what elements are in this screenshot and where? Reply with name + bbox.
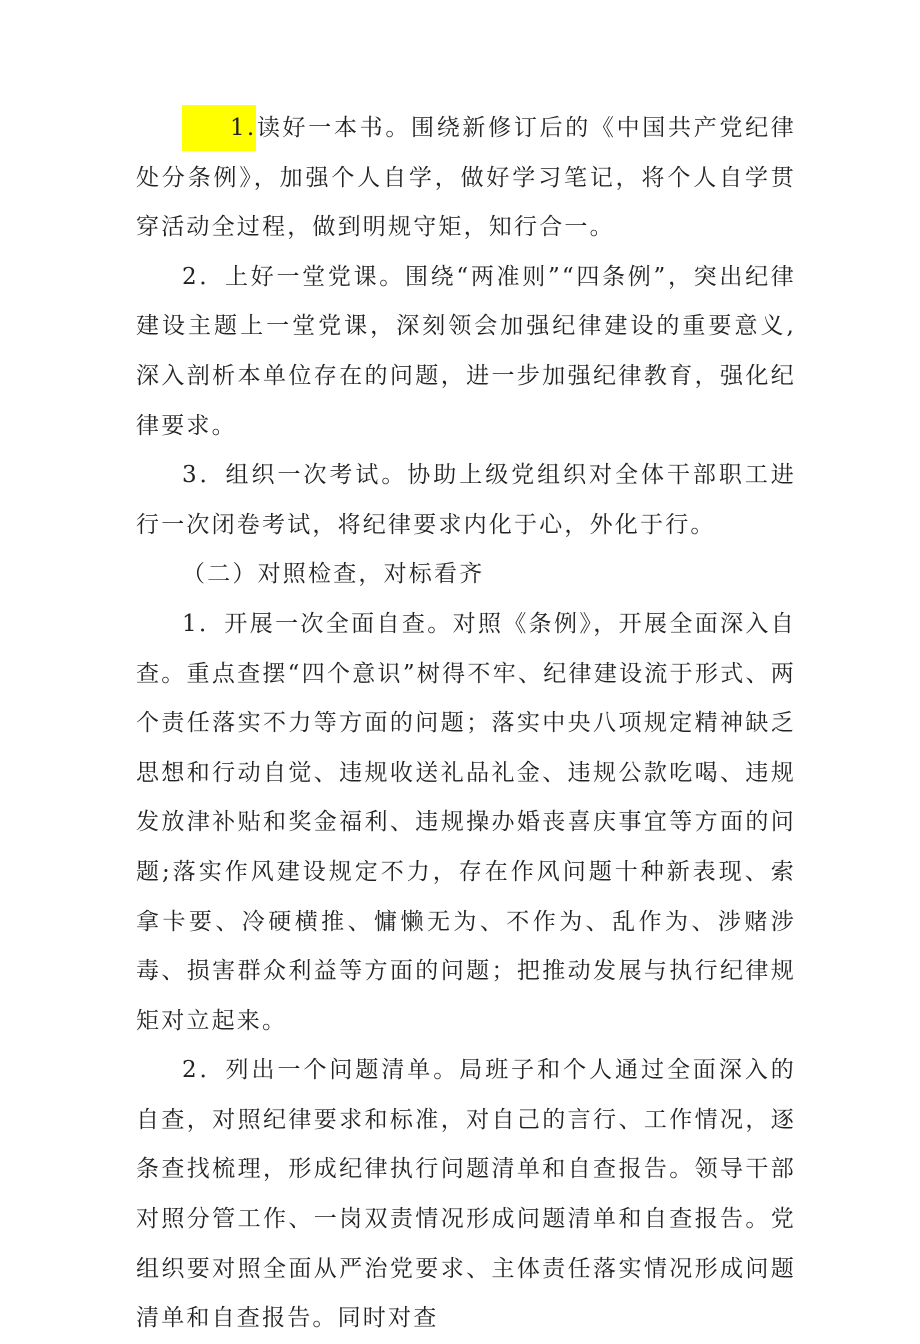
- paragraph-4: 1．开展一次全面自查。对照《条例》，开展全面深入自查。重点查摆“四个意识”树得不牢、纪律建设流于形式、两个责任落实不力等方面的问题；落实中央八项规定精神缺乏思想和行动自觉、违规收送礼品礼金、违规公款吃喝、违规发放津补贴和奖金福利、违规操办婚丧喜庆事宜等方面的问题;落实作风建设规定不力，存在作风问题十种新表现、索拿卡要、冷硬横推、慵懒无为、不作为、乱作为、涉赌涉毒、损害群众利益等方面的问题；把推动发展与执行纪律规矩对立起来。: [136, 610, 796, 1034]
- paragraph-1: [136, 104, 796, 253]
- paragraph-5: 2．列出一个问题清单。局班子和个人通过全面深入的自查，对照纪律要求和标准，对自己的言行、工作情况，逐条查找梳理，形成纪律执行问题清单和自查报告。领导干部对照分管工作、一岗双责情况形成问题清单和自查报告。党组织要对照全面从严治党要求、主体责任落实情况形成问题清单和自查报告。同时对查: [136, 1057, 796, 1332]
- section-heading: （二）对照检查，对标看齐: [182, 561, 485, 588]
- paragraph-2: 2．上好一堂党课。围绕“两准则”“四条例”，突出纪律建设主题上一堂党课，深刻领会加强纪律建设的重要意义,深入剖析本单位存在的问题，进一步加强纪律教育，强化纪律要求。: [136, 263, 796, 439]
- paragraph-3: 3．组织一次考试。协助上级党组织对全体干部职工进行一次闭卷考试，将纪律要求内化于心，外化于行。: [136, 462, 796, 538]
- highlighted-number: 1.: [182, 105, 256, 151]
- document-body: [136, 104, 796, 1344]
- paragraph-1-text: 读好一本书。围绕新修订后的《中国共产党纪律处分条例》，加强个人自学，做好学习笔记，将个人自学贯穿活动全过程，做到明规守矩，知行合一。: [136, 115, 796, 241]
